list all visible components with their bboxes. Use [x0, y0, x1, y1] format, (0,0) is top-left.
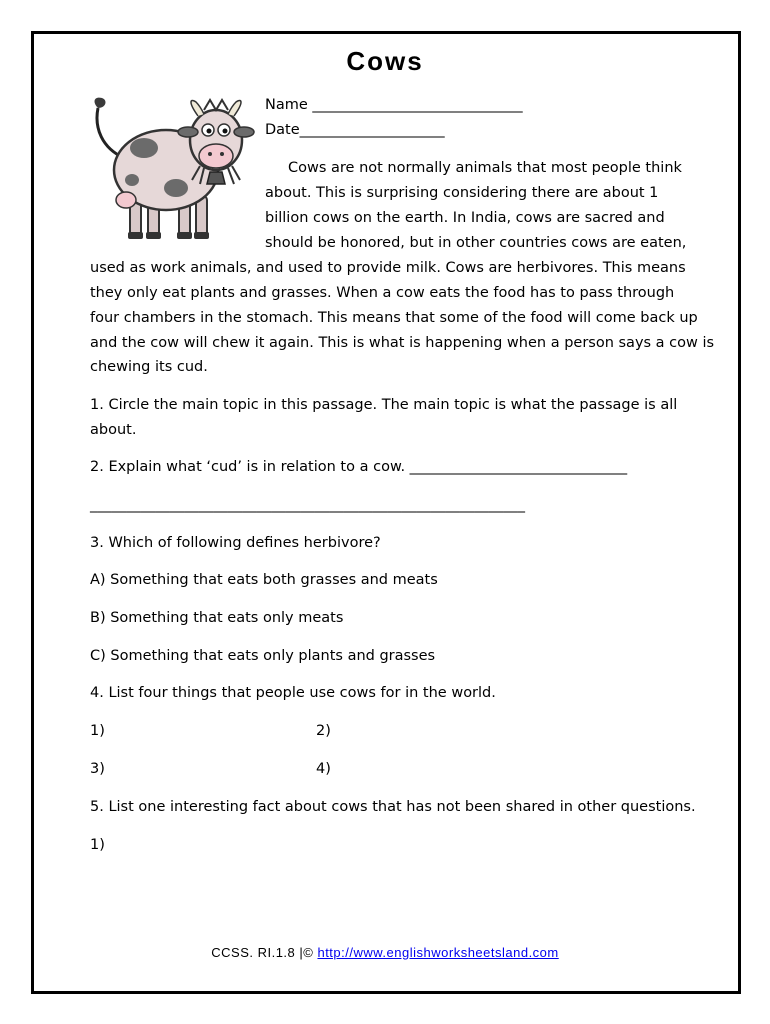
passage-line: chewing its cud. — [90, 359, 208, 375]
passage-line: should be honored, but in other countries cows are eaten, — [265, 235, 687, 251]
answer-slot-4: 4) — [316, 761, 331, 777]
passage-line: they only eat plants and grasses. When a cow eats the food has to pass through — [90, 285, 675, 301]
passage-line: four chambers in the stomach. This means that some of the food will come back up — [90, 310, 698, 326]
question-2: 2. Explain what ‘cud’ is in relation to a cow. ______________________________ — [90, 459, 628, 475]
answer-slot-1: 1) — [90, 723, 105, 739]
option-a: A) Something that eats both grasses and meats — [90, 572, 438, 588]
footer-link[interactable]: http://www.englishworksheetsland.com — [317, 945, 559, 960]
question-1: 1. Circle the main topic in this passage. The main topic is what the passage is all — [90, 397, 678, 413]
passage-line: about. This is surprising considering there are about 1 — [265, 185, 659, 201]
question-3: 3. Which of following defines herbivore? — [90, 535, 381, 551]
answer-line: ____________________________________________________________ — [90, 497, 525, 513]
answer-slot-5-1: 1) — [90, 837, 105, 853]
date-field: Date____________________ — [265, 122, 445, 138]
footer-credit: CCSS. RI.1.8 |© — [211, 945, 318, 960]
answer-slot-2: 2) — [316, 723, 331, 739]
page-title: Cows — [346, 46, 424, 76]
name-field: Name _____________________________ — [265, 97, 523, 113]
passage-line: Cows are not normally animals that most people think — [288, 160, 682, 176]
passage-line: and the cow will chew it again. This is what is happening when a person says a cow is — [90, 335, 715, 351]
cow-illustration — [84, 88, 258, 248]
footer — [0, 945, 770, 960]
passage-line: used as work animals, and used to provide milk. Cows are herbivores. This means — [90, 260, 686, 276]
option-b: B) Something that eats only meats — [90, 610, 344, 626]
question-4: 4. List four things that people use cows for in the world. — [90, 685, 496, 701]
passage-line: billion cows on the earth. In India, cows are sacred and — [265, 210, 665, 226]
question-1-continued: about. — [90, 422, 137, 438]
answer-slot-3: 3) — [90, 761, 105, 777]
question-5: 5. List one interesting fact about cows that has not been shared in other questions. — [90, 799, 696, 815]
option-c: C) Something that eats only plants and grasses — [90, 648, 436, 664]
